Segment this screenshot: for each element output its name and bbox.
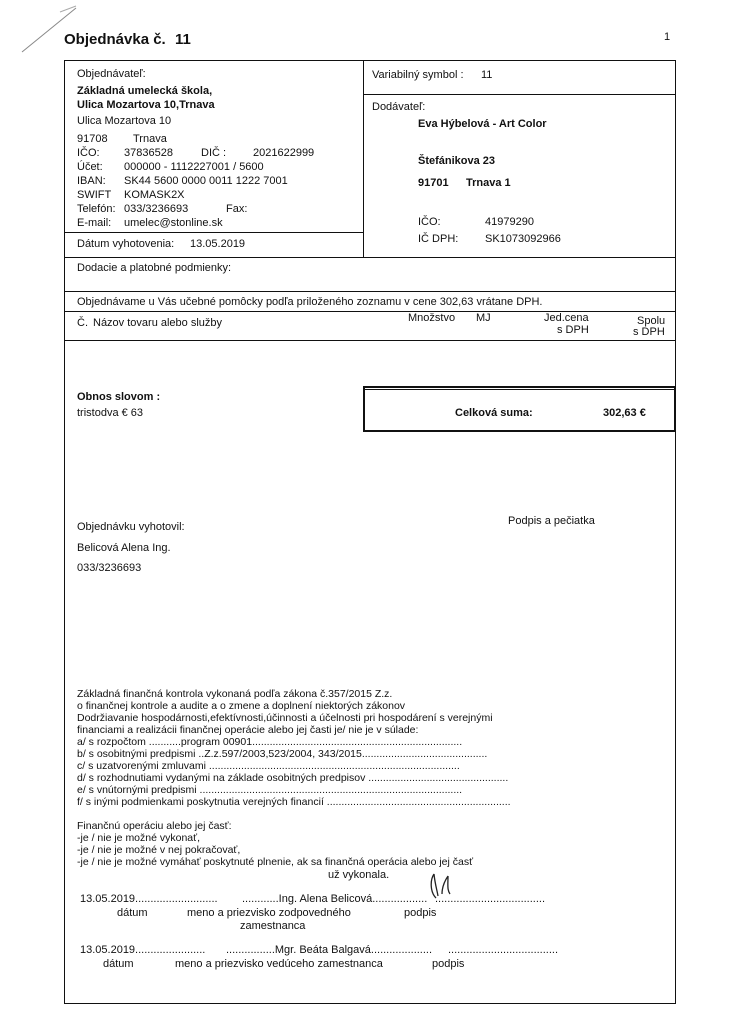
sign1-caption-name-2: zamestnanca	[240, 920, 306, 932]
sign2-caption-signature: podpis	[432, 958, 465, 970]
total-box-inner-line	[365, 389, 674, 390]
orderer-city: Trnava	[133, 133, 167, 145]
orderer-swift: KOMASK2X	[124, 189, 185, 201]
date-label: Dátum vyhotovenia:	[77, 238, 175, 250]
header-separator	[363, 60, 364, 257]
orderer-iban: SK44 5600 0000 0011 1222 7001	[124, 175, 288, 187]
orderer-email-label: E-mail:	[77, 217, 112, 229]
executed-text: už vykonala.	[328, 869, 390, 881]
orderer-phone-label: Telefón:	[77, 203, 116, 215]
supplier-ico-label: IČO:	[418, 216, 441, 228]
orderer-zip: 91708	[77, 133, 108, 145]
control-line: c/ s uzatvorenými zmluvami ......................................................................................	[77, 760, 460, 772]
sign1-signature: ....................................	[435, 893, 546, 905]
total-label: Celková suma:	[455, 407, 533, 419]
variable-symbol-label: Variabilný symbol :	[372, 69, 464, 81]
orderer-swift-label: SWIFT	[77, 189, 112, 201]
control-line: -je / nie je možné vykonať,	[77, 832, 200, 844]
signature-stamp-label: Podpis a pečiatka	[508, 515, 595, 527]
col-unit-price-header-2: s DPH	[557, 324, 589, 336]
total-value: 302,63 €	[603, 407, 646, 419]
vs-separator	[363, 94, 676, 95]
created-by-phone: 033/3236693	[77, 562, 142, 574]
col-unit-header: MJ	[476, 312, 491, 324]
page-number: 1	[664, 31, 671, 43]
created-by-name: Belicová Alena Ing.	[77, 542, 171, 554]
sign1-date: 13.05.2019...........................	[80, 893, 218, 905]
amount-words-label: Obnos slovom :	[77, 391, 161, 403]
supplier-icdph-label: IČ DPH:	[418, 233, 459, 245]
created-by-label: Objednávku vyhotovil:	[77, 521, 185, 533]
supplier-street: Štefánikova 23	[418, 155, 496, 167]
orderer-ico: 37836528	[124, 147, 173, 159]
order-text: Objednávame u Vás učebné pomôcky podľa priloženého zoznamu v cene 302,63 vrátane DPH.	[77, 296, 543, 308]
control-line: Základná finančná kontrola vykonaná podľa zákona č.357/2015 Z.z.	[77, 688, 393, 700]
supplier-city: Trnava 1	[466, 177, 511, 189]
control-line: b/ s osobitnými predpismi ..Z.z.597/2003,523/2004, 343/2015...........................................	[77, 748, 488, 760]
sign1-caption-date: dátum	[117, 907, 148, 919]
supplier-label: Dodávateľ:	[372, 101, 426, 113]
control-line: d/ s rozhodnutiami vydanými na základe osobitných predpisov ................................................	[77, 772, 509, 784]
orderer-dic-label: DIČ :	[201, 147, 227, 159]
orderer-phone: 033/3236693	[124, 203, 189, 215]
supplier-name: Eva Hýbelová - Art Color	[418, 118, 547, 130]
sign2-caption-name: meno a priezvisko vedúceho zamestnanca	[175, 958, 383, 970]
col-unit-price-header: Jed.cena	[544, 312, 589, 324]
table-header-line	[64, 340, 676, 341]
control-line: -je / nie je možné vymáhať poskytnuté plnenie, ak sa finančná operácia alebo jej časť	[77, 856, 474, 868]
orderer-address-bold: Ulica Mozartova 10,Trnava	[77, 99, 215, 111]
terms-top-line	[64, 257, 676, 258]
date-value: 13.05.2019	[190, 238, 246, 250]
sign1-name: ............Ing. Alena Belicová..................	[242, 893, 428, 905]
control-line: Dodržiavanie hospodárnosti,efektívnosti,účinnosti a účelnosti pri hospodárení s verejnými	[77, 712, 493, 724]
amount-words-value: tristodva € 63	[77, 407, 144, 419]
col-total-header: Spolu	[637, 315, 666, 327]
date-separator	[64, 232, 363, 233]
control-line: f/ s inými podmienkami poskytnutia verejných financií ...............................................................	[77, 796, 511, 808]
col-number-header: Č.	[77, 317, 88, 329]
sign2-signature: ....................................	[448, 944, 559, 956]
control-line: financiami a realizácii finančnej operácie alebo jej časti je/ nie je v súlade:	[77, 724, 419, 736]
order-number: 11	[175, 31, 191, 48]
orderer-email: umelec@stonline.sk	[124, 217, 223, 229]
col-total-header-2: s DPH	[633, 326, 665, 338]
control-line: o finančnej kontrole a audite a o zmene a doplnení niektorých zákonov	[77, 700, 406, 712]
supplier-zip: 91701	[418, 177, 449, 189]
supplier-icdph: SK1073092966	[485, 233, 561, 245]
orderer-street: Ulica Mozartova 10	[77, 115, 172, 127]
orderer-iban-label: IBAN:	[77, 175, 106, 187]
terms-bottom-line	[64, 291, 676, 292]
sign1-caption-signature: podpis	[404, 907, 437, 919]
control-line: e/ s vnútornými predpismi ..........................................................................................	[77, 784, 463, 796]
variable-symbol-value: 11	[481, 69, 493, 81]
orderer-ico-label: IČO:	[77, 147, 100, 159]
document-title: Objednávka č.	[64, 31, 166, 48]
sign2-date: 13.05.2019.......................	[80, 944, 206, 956]
sign2-name: ................Mgr. Beáta Balgavá....................	[226, 944, 433, 956]
orderer-label: Objednávateľ:	[77, 68, 146, 80]
control-line: -je / nie je možné v nej pokračovať,	[77, 844, 241, 856]
sign1-caption-name: meno a priezvisko zodpovedného	[187, 907, 351, 919]
supplier-ico: 41979290	[485, 216, 534, 228]
control-line: Finančnú operáciu alebo jej časť:	[77, 820, 232, 832]
orderer-name: Základná umelecká škola,	[77, 85, 213, 97]
sign2-caption-date: dátum	[103, 958, 134, 970]
orderer-fax-label: Fax:	[226, 203, 248, 215]
orderer-account: 000000 - 1112227001 / 5600	[124, 161, 264, 173]
orderer-account-label: Účet:	[77, 161, 103, 173]
terms-label: Dodacie a platobné podmienky:	[77, 262, 232, 274]
control-line: a/ s rozpočtom ...........program 00901........................................................................	[77, 736, 463, 748]
col-name-header: Názov tovaru alebo služby	[93, 317, 223, 329]
orderer-dic: 2021622999	[253, 147, 315, 159]
col-qty-header: Množstvo	[408, 312, 456, 324]
